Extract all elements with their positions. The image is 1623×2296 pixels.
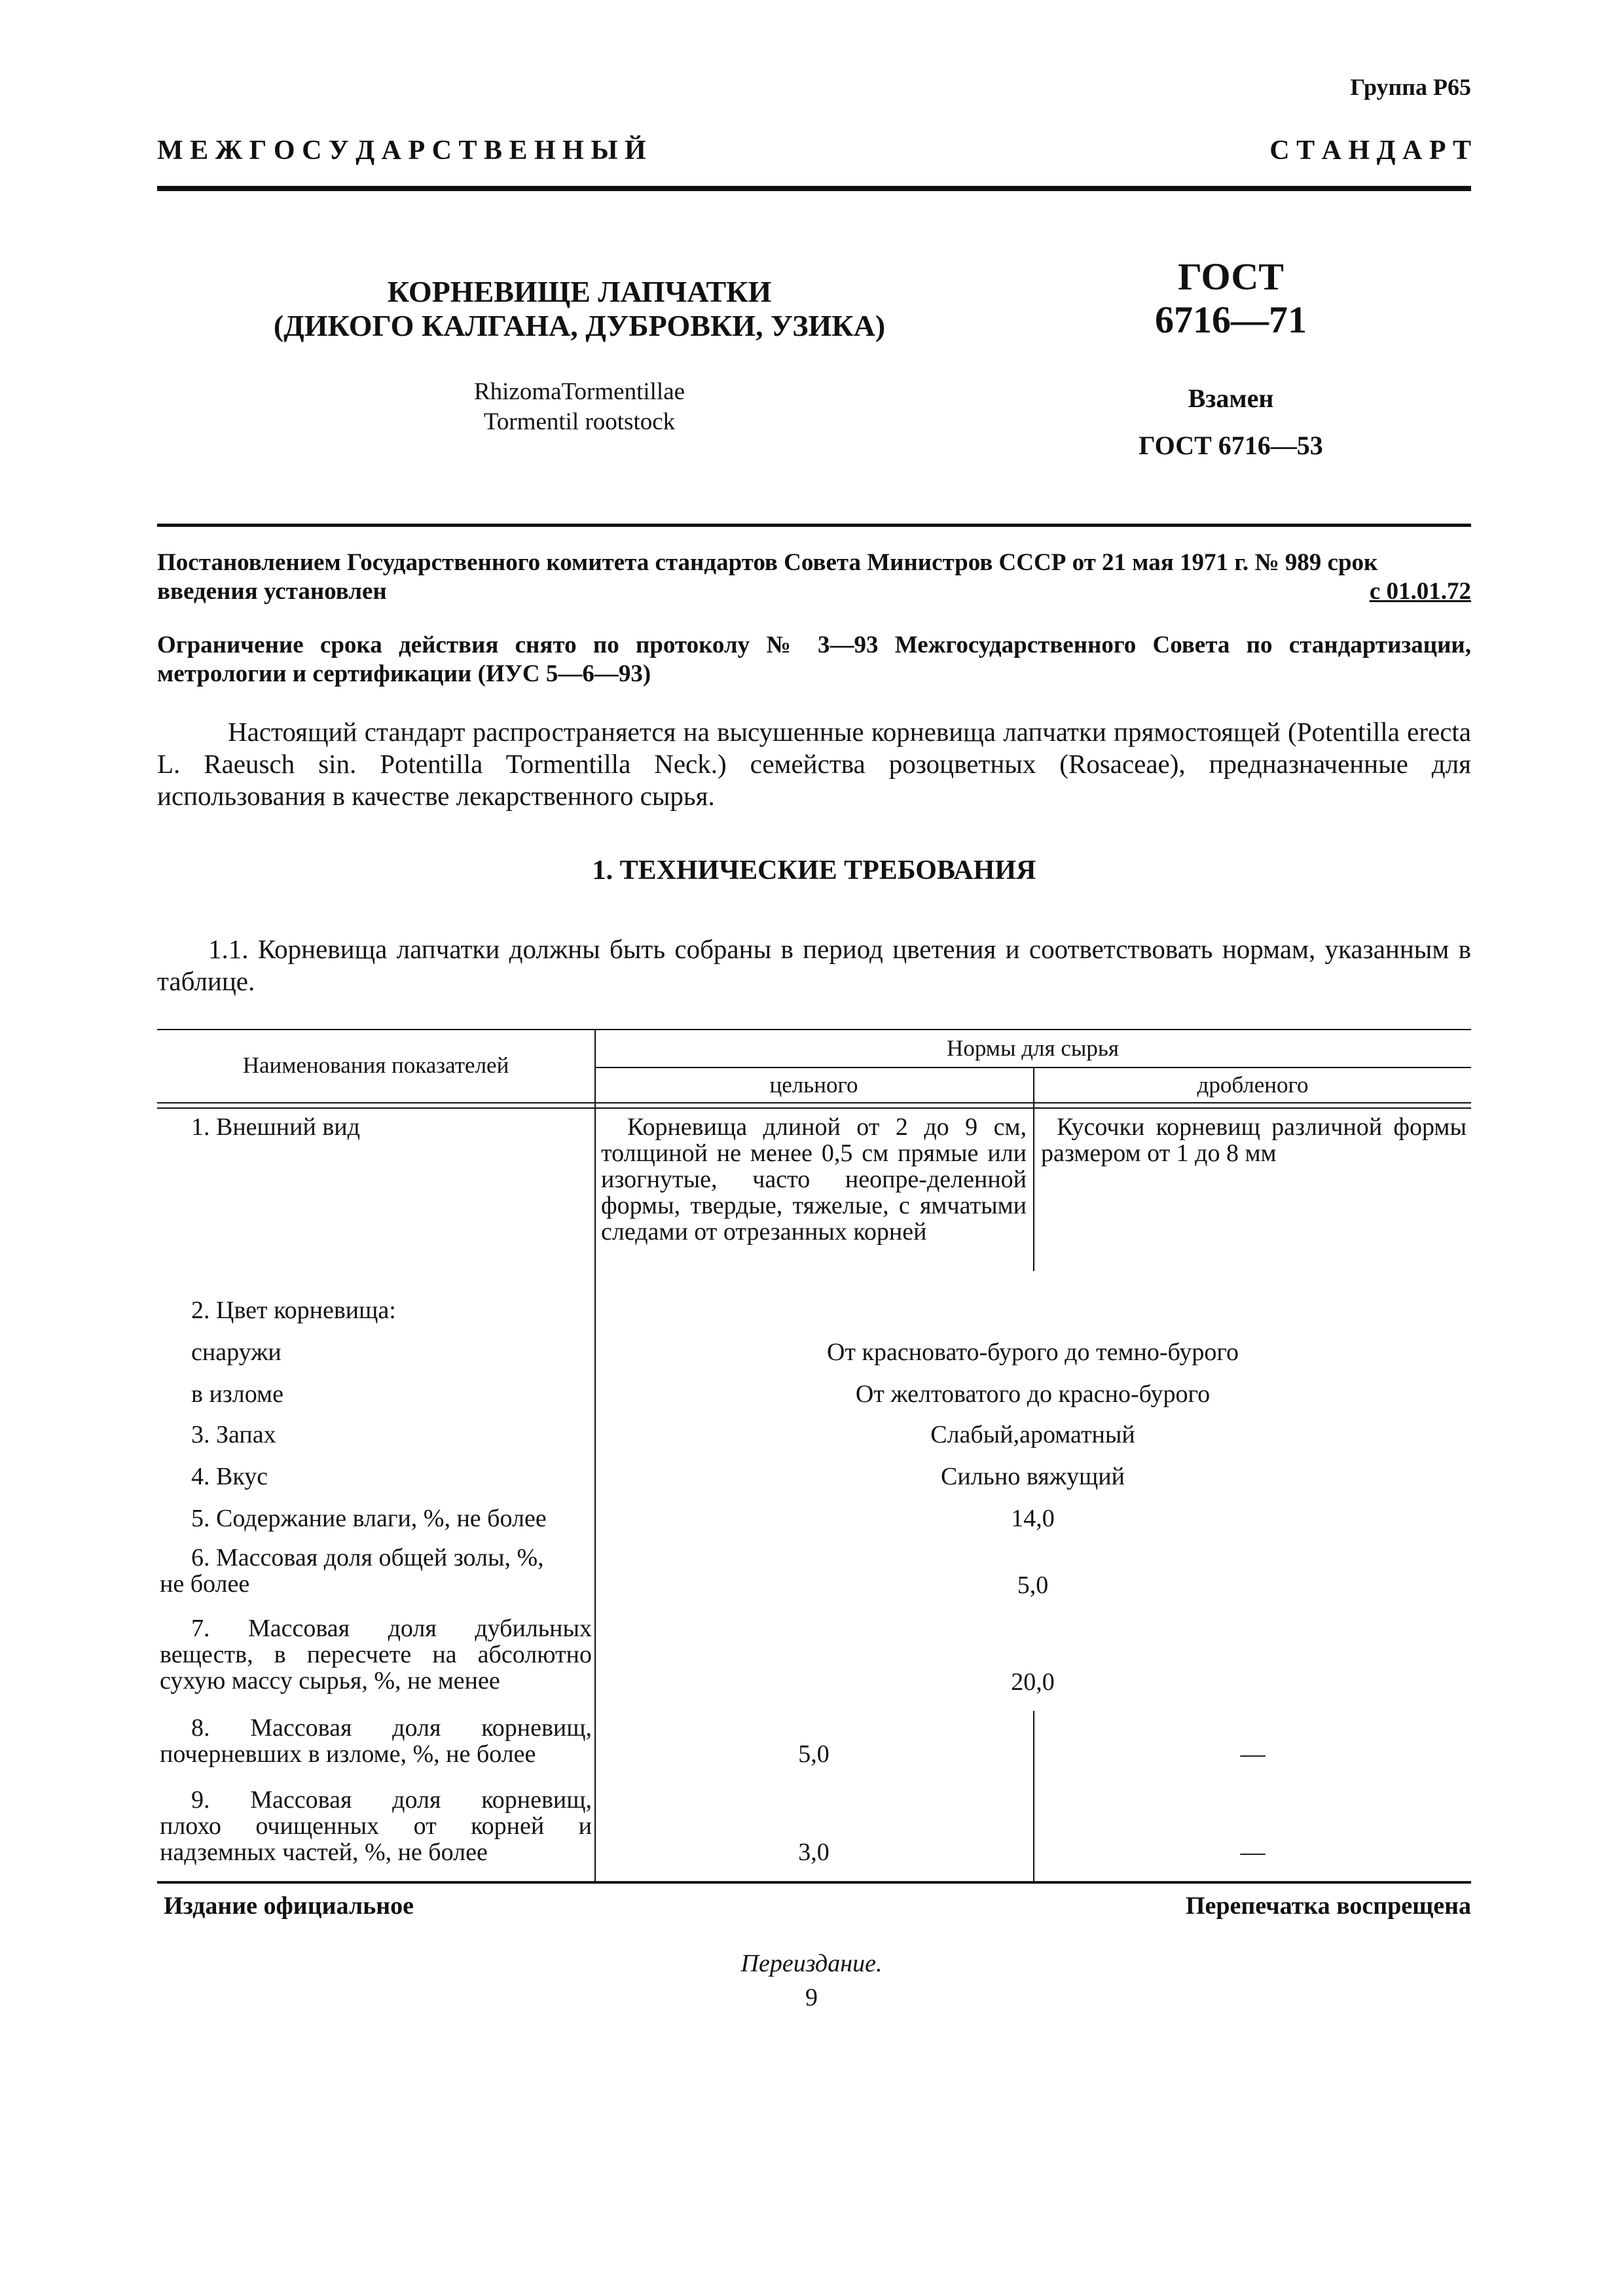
gost-number-block <box>1080 255 1381 462</box>
row-2a-name: снаружи <box>191 1338 282 1366</box>
group-label: Группа Р65 <box>1350 74 1471 100</box>
decree-line-2 <box>157 577 1471 606</box>
row-4-name: 4. Вкус <box>191 1463 268 1490</box>
english-name: Tormentil rootstock <box>483 408 676 435</box>
row-2b-value: От желтоватого до красно-бурого <box>855 1380 1211 1408</box>
row-2-name: 2. Цвет корневища: <box>191 1297 396 1324</box>
intro-paragraph: Настоящий стандарт распространяется на высушенные корневища лапчатки прямостоящей (Potentilla erecta L. Raeusch sin. Potentilla Tormentilla Neck.) семейства розоцветных (Rosaceae), предназначенные для использования в качестве лекарственного сырья. <box>157 717 1471 811</box>
reissue-label: Переиздание. <box>740 1950 883 1977</box>
row-2b-name: в изломе <box>191 1380 283 1408</box>
row-1-name: 1. Внешний вид <box>191 1113 360 1141</box>
header-crushed: дробленого <box>1197 1072 1309 1098</box>
row-3-name: 3. Запах <box>191 1421 276 1448</box>
interstate-word: М Е Ж Г О С У Д А Р С Т В Е Н Н Ы Й <box>157 135 646 166</box>
page-number: 9 <box>805 1984 818 2011</box>
title-rule <box>157 524 1471 527</box>
column-divider-2-row1 <box>1033 1109 1034 1271</box>
section-1-title: 1. ТЕХНИЧЕСКИЕ ТРЕБОВАНИЯ <box>592 855 1036 886</box>
row-6-name-line-2: не более <box>160 1570 250 1598</box>
header-bottom-rule-2 <box>157 1107 1471 1109</box>
row-6-name-line-1: 6. Массовая доля общей золы, %, <box>191 1544 544 1571</box>
decree-effective-date: с 01.01.72 <box>1369 578 1471 605</box>
row-8-whole: 5,0 <box>798 1740 830 1768</box>
row-8-crushed: — <box>1240 1740 1266 1768</box>
header-rule <box>157 186 1471 191</box>
row-8-name-line-1: 8. Массовая доля корневищ, <box>191 1714 592 1742</box>
title-line-2: (ДИКОГО КАЛГАНА, ДУБРОВКИ, УЗИКА) <box>273 309 886 342</box>
interstate-standard-heading <box>157 135 1471 166</box>
row-7-name-line-2: веществ, в пересчете на абсолютно <box>160 1641 592 1668</box>
decree-effective-label: введения установлен <box>157 578 387 605</box>
row-1-crushed: Кусочки корневищ различной формы размером от 1 до 8 мм <box>1041 1113 1467 1167</box>
paragraph-1-1: 1.1. Корневища лапчатки должны быть собраны в период цветения и соответствовать нормам, указанным в таблице. <box>157 934 1471 996</box>
requirements-table <box>157 1029 1471 1882</box>
gost-label: ГОСТ <box>1178 255 1284 298</box>
decree-line-1: Постановлением Государственного комитета стандартов Совета Министров СССР от 21 мая 1971 г. № 989 срок <box>157 549 1378 576</box>
row-5-name: 5. Содержание влаги, %, не более <box>191 1505 547 1532</box>
row-8-name-line-2: почерневших в изломе, %, не более <box>160 1740 536 1768</box>
replaces-gost: ГОСТ 6716—53 <box>1139 431 1323 460</box>
table-top-rule <box>157 1029 1471 1030</box>
standard-word: С Т А Н Д А Р Т <box>1269 135 1471 166</box>
header-indicator: Наименования показателей <box>242 1052 509 1078</box>
row-9-whole: 3,0 <box>798 1839 830 1866</box>
official-edition-label: Издание официальное <box>164 1892 414 1920</box>
restriction-note: Ограничение срока действия снято по протоколу № 3—93 Межгосударственного Совета по стандартизации, метрологии и сертификации (ИУС 5—6—93) <box>157 632 1471 687</box>
row-5-value: 14,0 <box>1011 1505 1055 1532</box>
row-9-name-line-3: надземных частей, %, не более <box>160 1839 488 1866</box>
row-6-value: 5,0 <box>1017 1571 1049 1599</box>
row-7-value: 20,0 <box>1011 1668 1055 1696</box>
title-line-1: КОРНЕВИЩЕ ЛАПЧАТКИ <box>387 275 772 308</box>
row-7-name-line-1: 7. Массовая доля дубильных <box>191 1615 592 1642</box>
gost-number: 6716—71 <box>1155 298 1307 341</box>
row-9-crushed: — <box>1240 1839 1266 1866</box>
row-9-name-line-1: 9. Массовая доля корневищ, <box>191 1786 592 1814</box>
latin-name: RhizomaTormentillae <box>473 378 685 405</box>
replaces-label: Взамен <box>1188 384 1274 413</box>
row-7-name-line-3: сухую массу сырья, %, не менее <box>160 1667 500 1695</box>
row-1-whole: Корневища длиной от 2 до 9 см, толщиной не менее 0,5 см прямые или изогнутые, часто неопре-деленной формы, твердые, тяжелые, с ямчатыми следами от отрезанных корней <box>601 1113 1027 1246</box>
header-norms: Нормы для сырья <box>947 1035 1119 1061</box>
header-bottom-rule-1 <box>157 1102 1471 1103</box>
row-3-value: Слабый,ароматный <box>930 1421 1135 1448</box>
table-bottom-rule <box>157 1881 1471 1884</box>
header-whole: цельного <box>769 1072 858 1098</box>
row-9-name-line-2: плохо очищенных от корней и <box>160 1812 592 1840</box>
document-title-block <box>210 275 949 437</box>
reprint-prohibited-label: Перепечатка воспрещена <box>1185 1892 1471 1920</box>
row-4-value: Сильно вяжущий <box>941 1463 1125 1490</box>
row-2a-value: От красновато-бурого до темно-бурого <box>826 1338 1239 1366</box>
